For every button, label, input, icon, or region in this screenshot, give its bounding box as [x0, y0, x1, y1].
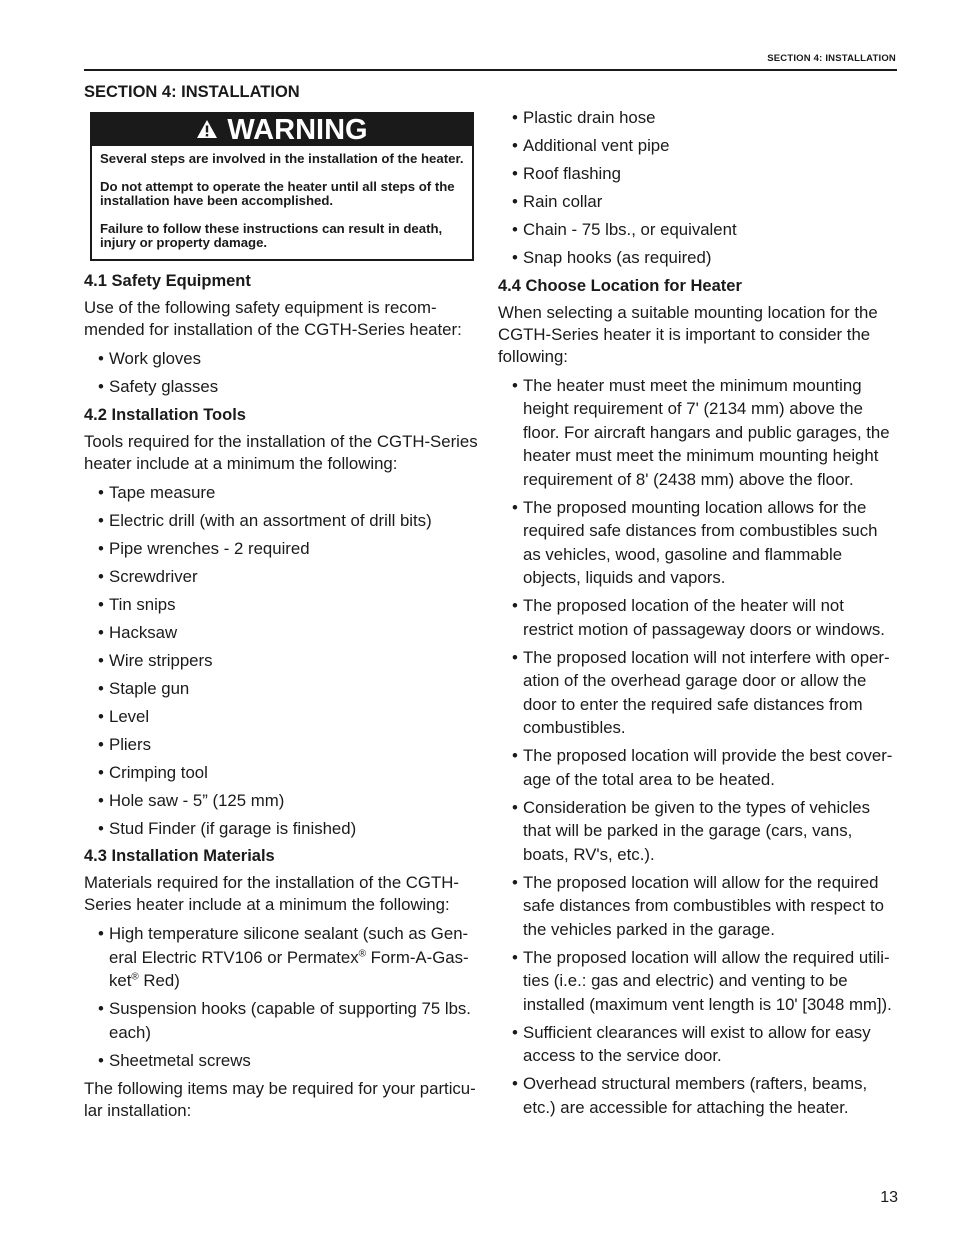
- warning-paragraph: Failure to follow these instructions can result in death, injury or property damage.: [100, 221, 443, 250]
- heading-choose-location: 4.4 Choose Location for Heater: [498, 276, 742, 295]
- list-item: • The proposed location will allow the required utili-ties (i.e.: gas and electric) and venting to be installed (maximum vent length is 10' [3048 mm]).: [512, 947, 892, 1014]
- list-item: • Overhead structural members (rafters, beams, etc.) are accessible for attaching the heater.: [512, 1074, 868, 1117]
- optional-items-intro: The following items may be required for your particu-lar installation:: [84, 1079, 476, 1120]
- warning-body: [92, 146, 472, 259]
- list-item: • The proposed location will allow for the required safe distances from combustibles with respect to the vehicles parked in the garage.: [512, 872, 884, 939]
- list-item: • Stud Finder (if garage is finished): [98, 818, 357, 838]
- list-item: • Pipe wrenches - 2 required: [98, 538, 310, 558]
- list-item: • Suspension hooks (capable of supporting 75 lbs. each): [98, 999, 471, 1042]
- list-item: • The proposed location of the heater will not restrict motion of passageway doors or windows.: [512, 596, 885, 639]
- optional-items-list: [498, 106, 898, 270]
- warning-triangle-icon: [196, 114, 218, 147]
- running-head: SECTION 4: INSTALLATION: [767, 53, 896, 64]
- list-item: • The proposed mounting location allows for the required safe distances from combustibles such as vehicles, wood, gasoline and flammable objects, liquids and vapors.: [512, 497, 878, 587]
- safety-equipment-intro: Use of the following safety equipment is recom-mended for installation of the CGTH-Series heater:: [84, 298, 462, 339]
- list-item: • The heater must meet the minimum mounting height requirement of 7' (2134 mm) above the floor. For aircraft hangars and public garages, the heater must meet the minimum mounting height requirement of 8' (2438 mm) above the floor.: [512, 375, 890, 489]
- list-item: • Level: [98, 706, 150, 726]
- list-item: • Tape measure: [98, 482, 216, 502]
- warning-box: [90, 112, 474, 261]
- list-item: • Tin snips: [98, 594, 176, 614]
- list-item: • Plastic drain hose: [512, 108, 656, 127]
- list-item: • High temperature silicone sealant (such as Gen-eral Electric RTV106 or Permatex® Form-A-Gas-ket® Red): [98, 924, 469, 990]
- list-item: • Crimping tool: [98, 762, 208, 782]
- installation-materials-intro: Materials required for the installation of the CGTH-Series heater include at a minimum the following:: [84, 873, 459, 914]
- heading-installation-tools: 4.2 Installation Tools: [84, 405, 246, 424]
- list-item: • Snap hooks (as required): [512, 248, 712, 267]
- list-item: • Work gloves: [98, 349, 202, 368]
- location-criteria-list: [498, 374, 898, 1120]
- heading-safety-equipment: 4.1 Safety Equipment: [84, 272, 251, 290]
- section-title: SECTION 4: INSTALLATION: [84, 83, 300, 101]
- page-number: 13: [880, 1189, 898, 1206]
- list-item: • Hacksaw: [98, 622, 178, 642]
- warning-paragraph: Do not attempt to operate the heater until all steps of the installation have been accomplished.: [100, 179, 455, 208]
- list-item: • Staple gun: [98, 678, 190, 698]
- list-item: • Screwdriver: [98, 566, 198, 586]
- header-rule: [84, 69, 897, 71]
- right-column: [498, 106, 898, 1125]
- list-item: • The proposed location will not interfere with oper-ation of the overhead garage door or allow the door to enter the required safe distances from combustibles.: [512, 647, 890, 737]
- safety-equipment-list: [84, 347, 484, 399]
- installation-materials-list: [84, 922, 484, 1072]
- list-item: • The proposed location will provide the best cover-age of the total area to be heated.: [512, 746, 893, 789]
- list-item: • Consideration be given to the types of vehicles that will be parked in the garage (cars, vans, boats, RV's, etc.).: [512, 797, 871, 864]
- list-item: • Electric drill (with an assortment of drill bits): [98, 510, 432, 530]
- installation-tools-list: [84, 481, 484, 841]
- list-item: • Pliers: [98, 734, 151, 754]
- list-item: • Sufficient clearances will exist to allow for easy access to the service door.: [512, 1022, 871, 1065]
- warning-title: WARNING: [227, 113, 368, 146]
- installation-tools-intro: Tools required for the installation of the CGTH-Series heater include at a minimum the following:: [84, 431, 478, 473]
- list-item: • Hole saw - 5” (125 mm): [98, 790, 285, 810]
- choose-location-intro: When selecting a suitable mounting location for the CGTH-Series heater it is important to consider the following:: [498, 302, 878, 366]
- warning-paragraph: Several steps are involved in the installation of the heater.: [100, 151, 464, 166]
- list-item: • Chain - 75 lbs., or equivalent: [512, 220, 737, 239]
- left-column: [84, 80, 484, 1128]
- list-item: • Rain collar: [512, 192, 603, 211]
- list-item: • Roof flashing: [512, 164, 621, 183]
- warning-banner: [92, 114, 472, 146]
- heading-installation-materials: 4.3 Installation Materials: [84, 847, 275, 865]
- list-item: • Wire strippers: [98, 650, 213, 670]
- list-item: • Safety glasses: [98, 377, 219, 396]
- list-item: • Additional vent pipe: [512, 136, 670, 155]
- list-item: • Sheetmetal screws: [98, 1050, 251, 1070]
